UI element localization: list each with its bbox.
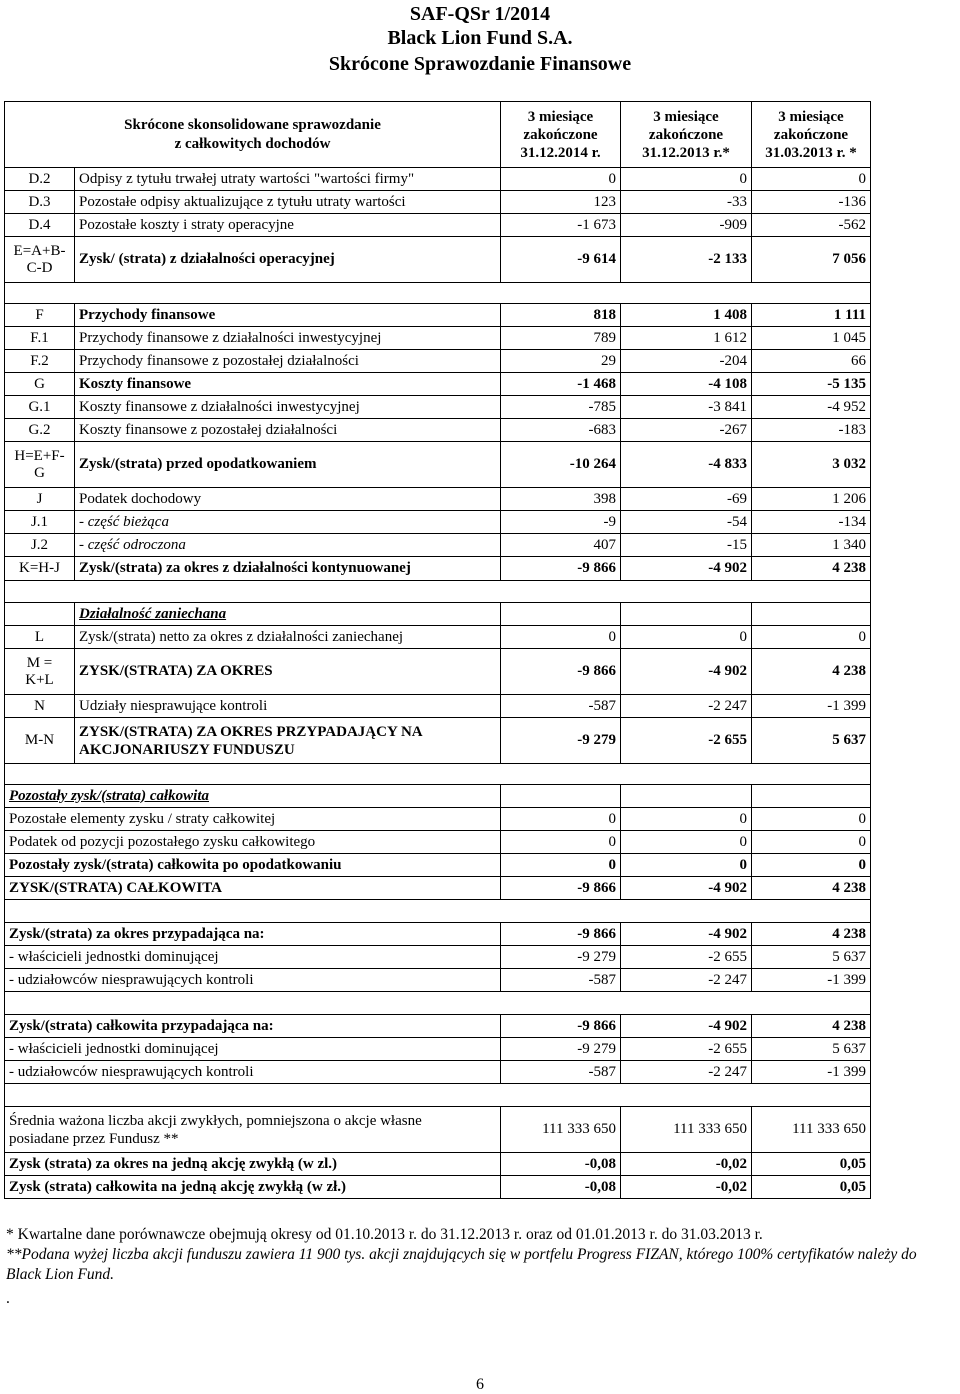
table-row: F.2 Przychody finansowe z pozostałej działalności 29 -204 66 [5, 350, 871, 373]
table-row: G.2 Koszty finansowe z pozostałej działalności -683 -267 -183 [5, 419, 871, 442]
spacer-row [5, 992, 871, 1015]
table-row: K=H-J Zysk/(strata) za okres z działalności kontynuowanej -9 866 -4 902 4 238 [5, 557, 871, 581]
table-row: - właścicieli jednostki dominującej -9 279 -2 655 5 637 [5, 946, 871, 969]
table-header-row [5, 102, 871, 168]
table-row: G Koszty finansowe -1 468 -4 108 -5 135 [5, 373, 871, 396]
income-statement-table [4, 101, 871, 1199]
section-title-row: Działalność zaniechana [5, 603, 871, 626]
table-row: D.3 Pozostałe odpisy aktualizujące z tytułu utraty wartości 123 -33 -136 [5, 191, 871, 214]
table-row: G.1 Koszty finansowe z działalności inwestycyjnej -785 -3 841 -4 952 [5, 396, 871, 419]
table-row: L Zysk/(strata) netto za okres z działalności zaniechanej 0 0 0 [5, 626, 871, 649]
table-row: D.4 Pozostałe koszty i straty operacyjne -1 673 -909 -562 [5, 214, 871, 237]
spacer-row [5, 1084, 871, 1107]
table-row: J.1 - część bieżąca -9 -54 -134 [5, 511, 871, 534]
table-row: Zysk (strata) całkowita na jedną akcję zwykłą (w zł.) -0,08 -0,02 0,05 [5, 1176, 871, 1199]
table-row: M = K+L ZYSK/(STRATA) ZA OKRES -9 866 -4 902 4 238 [5, 649, 871, 695]
table-row: Pozostały zysk/(strata) całkowita po opodatkowaniu 0 0 0 [5, 854, 871, 877]
table-row: Zysk/(strata) za okres przypadająca na: -9 866 -4 902 4 238 [5, 923, 871, 946]
table-row: H=E+F- G Zysk/(strata) przed opodatkowaniem -10 264 -4 833 3 032 [5, 442, 871, 488]
spacer-row [5, 581, 871, 603]
doc-code: SAF-QSr 1/2014 [409, 3, 551, 25]
table-row: F Przychody finansowe 818 1 408 1 111 [5, 304, 871, 327]
column-header-2: 3 miesiące zakończone 31.12.2013 r.* [621, 102, 752, 168]
company-name: Black Lion Fund S.A. [387, 27, 573, 49]
table-row: F.1 Przychody finansowe z działalności inwestycyjnej 789 1 612 1 045 [5, 327, 871, 350]
table-row: J Podatek dochodowy 398 -69 1 206 [5, 488, 871, 511]
spacer-row [5, 764, 871, 785]
table-row: Zysk (strata) za okres na jedną akcję zwykłą (w zl.) -0,08 -0,02 0,05 [5, 1153, 871, 1176]
table-row: ZYSK/(STRATA) CAŁKOWITA -9 866 -4 902 4 238 [5, 877, 871, 900]
footnote-1: * Kwartalne dane porównawcze obejmują okresy od 01.10.2013 r. do 31.12.2013 r. oraz od 01.01.2013 r. do 31.03.2013 r. [6, 1226, 763, 1243]
section-title-row: Pozostały zysk/(strata) całkowita [5, 785, 871, 808]
table-row: Średnia ważona liczba akcji zwykłych, pomniejszona o akcje własne posiadane przez Fundusz ** 111 333 650 111 333 650 111 333 650 [5, 1107, 871, 1153]
table-row: - udziałowców niesprawujących kontroli -587 -2 247 -1 399 [5, 969, 871, 992]
spacer-row [5, 900, 871, 923]
table-row: Pozostałe elementy zysku / straty całkowitej 0 0 0 [5, 808, 871, 831]
table-row: E=A+B- C-D Zysk/ (strata) z działalności operacyjnej -9 614 -2 133 7 056 [5, 237, 871, 283]
table-row: Podatek od pozycji pozostałego zysku całkowitego 0 0 0 [5, 831, 871, 854]
page-number: 6 [476, 1376, 484, 1393]
table-row: M-N ZYSK/(STRATA) ZA OKRES PRZYPADAJĄCY NA AKCJONARIUSZY FUNDUSZU -9 279 -2 655 5 637 [5, 718, 871, 764]
table-row: - właścicieli jednostki dominującej -9 279 -2 655 5 637 [5, 1038, 871, 1061]
table-row: J.2 - część odroczona 407 -15 1 340 [5, 534, 871, 557]
footnote-2: **Podana wyżej liczba akcji funduszu zawiera 11 900 tys. akcji znajdujących się w portfelu Progress FIZAN, którego 100% certyfikatów należy do Black Lion Fund. [6, 1246, 917, 1283]
column-header-1: 3 miesiące zakończone 31.12.2014 r. [501, 102, 621, 168]
table-row: Zysk/(strata) całkowita przypadająca na: -9 866 -4 902 4 238 [5, 1015, 871, 1038]
report-title: Skrócone Sprawozdanie Finansowe [328, 53, 632, 75]
footnote-3: . [6, 1290, 10, 1307]
spacer-row [5, 283, 871, 304]
column-header-3: 3 miesiące zakończone 31.03.2013 r. * [752, 102, 871, 168]
table-row: - udziałowców niesprawujących kontroli -587 -2 247 -1 399 [5, 1061, 871, 1084]
table-title: Skrócone skonsolidowane sprawozdanie z całkowitych dochodów [5, 102, 501, 168]
table-row: D.2 Odpisy z tytułu trwałej utraty wartości "wartości firmy" 0 0 0 [5, 168, 871, 191]
table-row: N Udziały niesprawujące kontroli -587 -2 247 -1 399 [5, 695, 871, 718]
